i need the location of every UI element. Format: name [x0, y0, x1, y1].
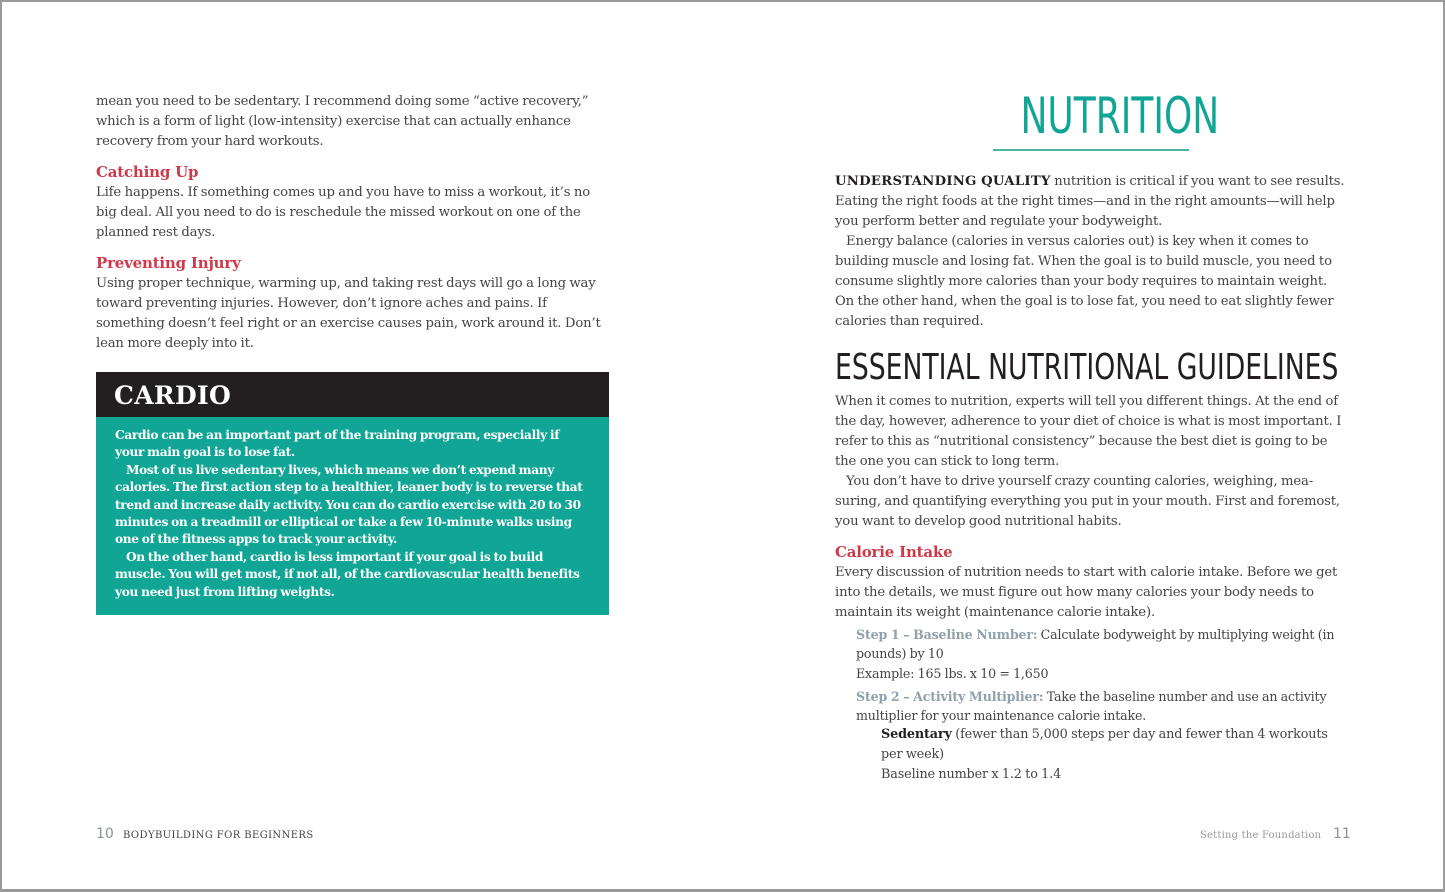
intro-lead-in: UNDERSTANDING QUALITY — [835, 174, 1051, 189]
catching-up-heading: Catching Up — [96, 163, 199, 181]
step-1-baseline — [856, 625, 1346, 683]
left-running-title: BODYBUILDING FOR BEGINNERS — [123, 830, 314, 841]
catching-up-paragraph: Life happens. If something comes up and you have to miss a workout, it’s no big deal. All you need to do is reschedule the missed workout on one of the planned rest days. — [96, 185, 590, 241]
left-page-number: 10 — [96, 826, 114, 842]
cardio-sidebar-box — [96, 372, 609, 615]
guidelines-paragraph-1: When it comes to nutrition, experts will tell you different things. At the end of the day, however, adherence to your diet of choice is what is most important. I refer to this as “nutritional consistency” because the best diet is going to be the one you can stick to long term. — [835, 394, 1342, 470]
title-underline — [993, 149, 1189, 151]
sedentary-label: Sedentary — [881, 727, 952, 742]
intro-rest: nutrition is critical if you want to see results. Eating the right foods at the right times—and in the right amounts—will help you perform better and regulate your bodyweight. — [835, 174, 1345, 230]
cardio-box-title: CARDIO — [96, 372, 609, 417]
preventing-injury-heading: Preventing Injury — [96, 254, 241, 272]
nutrition-intro-paragraph — [835, 172, 1347, 232]
guidelines-heading: ESSENTIAL NUTRITIONAL GUIDELINES — [835, 347, 1339, 388]
sedentary-formula: Baseline number x 1.2 to 1.4 — [881, 767, 1062, 782]
cardio-box-body — [96, 417, 609, 615]
calorie-intake-paragraph: Every discussion of nutrition needs to start with calorie intake. Before we get into the details, we must figure out how many calories your body needs to maintain its weight (maintenance calorie intake). — [835, 565, 1338, 621]
calorie-intake-heading: Calorie Intake — [835, 543, 953, 561]
right-page-number: 11 — [1333, 826, 1351, 842]
preventing-injury-paragraph: Using proper technique, warming up, and taking rest days will go a long way toward preventing injuries. However, don’t ignore aches and pains. If something doesn’t feel right or an exercise causes pain, work around it. Don’t lean more deeply into it. — [96, 276, 601, 352]
chapter-title: NUTRITION — [1020, 87, 1220, 145]
sedentary-text: (fewer than 5,000 steps per day and fewer than 4 workouts per week) — [881, 727, 1328, 762]
step-2-label: Step 2 – Activity Multiplier: — [856, 689, 1044, 704]
cardio-paragraph-2: Most of us live sedentary lives, which means we don’t expend many calories. The first action step to a healthier, leaner body is to reverse that trend and increase daily activity. You can do cardio exercise with 20 to 30 minutes on a treadmill or elliptical or take a few 10-minute walks using one of the fitness apps to track your activity. — [115, 462, 583, 547]
guidelines-paragraph-2: You don’t have to drive yourself crazy counting calories, weighing, measuring, and quantifying everything you put in your mouth. First and foremost, you want to develop good nutritional habits. — [835, 474, 1340, 530]
step-1-text: Calculate bodyweight by multiplying weight (in pounds) by 10 — [856, 627, 1335, 662]
sedentary-multiplier — [881, 725, 1347, 785]
cardio-paragraph-3: On the other hand, cardio is less important if your goal is to build muscle. You will get most, if not all, of the cardiovascular health benefits you need just from lifting weights. — [115, 549, 580, 599]
right-running-title: Setting the Foundation — [1200, 830, 1322, 841]
step-1-example: Example: 165 lbs. x 10 = 1,650 — [856, 665, 1049, 681]
step-1-label: Step 1 – Baseline Number: — [856, 627, 1038, 642]
step-2-multiplier — [856, 687, 1346, 726]
energy-balance-paragraph: Energy balance (calories in versus calories out) is key when it comes to building muscle and losing fat. When the goal is to build muscle, you need to consume slightly more calories than your body requires to maintain weight. On the other hand, when the goal is to lose fat, you need to eat slightly fewer calories than required. — [835, 234, 1334, 330]
step-2-text: Take the baseline number and use an activity multiplier for your maintenance calorie intake. — [856, 689, 1327, 724]
intro-paragraph: mean you need to be sedentary. I recommend doing some “active recovery,” which is a form of light (low-intensity) exercise that can actually enhance recovery from your hard workouts. — [96, 94, 589, 150]
cardio-paragraph-1: Cardio can be an important part of the training program, especially if your main goal is to lose fat. — [115, 428, 560, 460]
